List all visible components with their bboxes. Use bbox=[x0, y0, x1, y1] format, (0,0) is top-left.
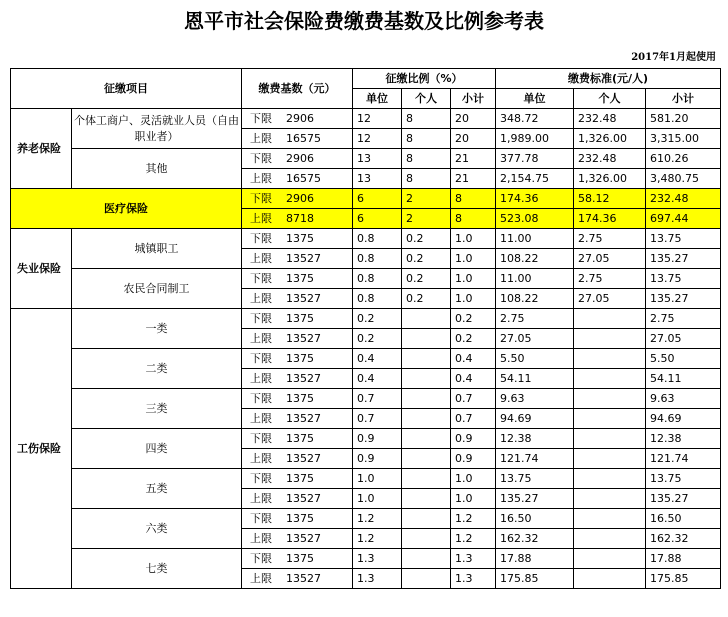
standard-subtotal-cell: 13.75 bbox=[646, 469, 721, 489]
base-cell bbox=[242, 489, 353, 509]
standard-personal-cell bbox=[574, 369, 646, 389]
ratio-subtotal-cell: 1.3 bbox=[451, 569, 496, 589]
ratio-unit-cell: 0.7 bbox=[353, 409, 402, 429]
standard-personal-cell bbox=[574, 449, 646, 469]
base-cell bbox=[242, 509, 353, 529]
standard-subtotal-cell: 13.75 bbox=[646, 269, 721, 289]
ratio-subtotal-cell: 21 bbox=[451, 149, 496, 169]
base-amount: 16575 bbox=[286, 171, 321, 185]
standard-unit-cell: 135.27 bbox=[496, 489, 574, 509]
page-title: 恩平市社会保险费缴费基数及比例参考表 bbox=[184, 9, 544, 33]
standard-subtotal-cell: 232.48 bbox=[646, 189, 721, 209]
standard-subtotal-cell: 135.27 bbox=[646, 289, 721, 309]
standard-subtotal-cell: 2.75 bbox=[646, 309, 721, 329]
ratio-subtotal-cell: 0.9 bbox=[451, 449, 496, 469]
standard-unit-cell: 348.72 bbox=[496, 109, 574, 129]
standard-subtotal-cell: 697.44 bbox=[646, 209, 721, 229]
base-amount: 1375 bbox=[286, 351, 314, 365]
ratio-unit-cell: 0.9 bbox=[353, 449, 402, 469]
base-amount: 13527 bbox=[286, 331, 321, 345]
ratio-subtotal-cell: 0.7 bbox=[451, 409, 496, 429]
ratio-subtotal-cell: 0.4 bbox=[451, 369, 496, 389]
standard-subtotal-cell: 13.75 bbox=[646, 229, 721, 249]
header-item: 征缴项目 bbox=[11, 69, 242, 109]
header-standard-unit: 单位 bbox=[496, 89, 574, 109]
ratio-subtotal-cell: 0.7 bbox=[451, 389, 496, 409]
ratio-personal-cell: 8 bbox=[402, 169, 451, 189]
ratio-personal-cell bbox=[402, 309, 451, 329]
header-standard-personal: 个人 bbox=[574, 89, 646, 109]
table-row bbox=[11, 549, 721, 569]
standard-subtotal-cell: 54.11 bbox=[646, 369, 721, 389]
ratio-unit-cell: 0.4 bbox=[353, 369, 402, 389]
ratio-personal-cell bbox=[402, 449, 451, 469]
ratio-unit-cell: 6 bbox=[353, 189, 402, 209]
standard-subtotal-cell: 121.74 bbox=[646, 449, 721, 469]
limit-label: 上限 bbox=[250, 411, 272, 425]
base-amount: 16575 bbox=[286, 131, 321, 145]
ratio-unit-cell: 12 bbox=[353, 109, 402, 129]
limit-label: 下限 bbox=[250, 351, 272, 365]
ratio-personal-cell bbox=[402, 409, 451, 429]
ratio-subtotal-cell: 0.2 bbox=[451, 329, 496, 349]
base-amount: 2906 bbox=[286, 111, 314, 125]
table-row bbox=[11, 109, 721, 129]
ratio-unit-cell: 1.0 bbox=[353, 489, 402, 509]
ratio-personal-cell: 0.2 bbox=[402, 249, 451, 269]
ratio-personal-cell bbox=[402, 389, 451, 409]
standard-subtotal-cell: 3,315.00 bbox=[646, 129, 721, 149]
base-cell bbox=[242, 189, 353, 209]
ratio-personal-cell bbox=[402, 329, 451, 349]
ratio-subtotal-cell: 21 bbox=[451, 169, 496, 189]
ratio-subtotal-cell: 1.0 bbox=[451, 489, 496, 509]
ratio-subtotal-cell: 20 bbox=[451, 129, 496, 149]
standard-personal-cell bbox=[574, 509, 646, 529]
standard-unit-cell: 94.69 bbox=[496, 409, 574, 429]
standard-personal-cell: 232.48 bbox=[574, 109, 646, 129]
limit-label: 下限 bbox=[250, 311, 272, 325]
limit-label: 下限 bbox=[250, 271, 272, 285]
standard-subtotal-cell: 610.26 bbox=[646, 149, 721, 169]
base-cell bbox=[242, 369, 353, 389]
standard-personal-cell: 174.36 bbox=[574, 209, 646, 229]
standard-unit-cell: 11.00 bbox=[496, 269, 574, 289]
standard-subtotal-cell: 17.88 bbox=[646, 549, 721, 569]
sub-category: 五类 bbox=[72, 469, 242, 509]
limit-label: 下限 bbox=[250, 551, 272, 565]
limit-label: 上限 bbox=[250, 131, 272, 145]
ratio-subtotal-cell: 1.0 bbox=[451, 249, 496, 269]
standard-unit-cell: 27.05 bbox=[496, 329, 574, 349]
standard-unit-cell: 11.00 bbox=[496, 229, 574, 249]
ratio-unit-cell: 1.2 bbox=[353, 529, 402, 549]
standard-unit-cell: 108.22 bbox=[496, 289, 574, 309]
limit-label: 下限 bbox=[250, 111, 272, 125]
standard-personal-cell: 2.75 bbox=[574, 229, 646, 249]
standard-personal-cell: 58.12 bbox=[574, 189, 646, 209]
base-cell bbox=[242, 269, 353, 289]
base-amount: 2906 bbox=[286, 191, 314, 205]
standard-subtotal-cell: 175.85 bbox=[646, 569, 721, 589]
standard-unit-cell: 174.36 bbox=[496, 189, 574, 209]
base-cell bbox=[242, 149, 353, 169]
standard-subtotal-cell: 135.27 bbox=[646, 249, 721, 269]
standard-unit-cell: 108.22 bbox=[496, 249, 574, 269]
ratio-unit-cell: 0.8 bbox=[353, 249, 402, 269]
ratio-subtotal-cell: 0.4 bbox=[451, 349, 496, 369]
ratio-unit-cell: 0.8 bbox=[353, 229, 402, 249]
standard-unit-cell: 13.75 bbox=[496, 469, 574, 489]
ratio-personal-cell: 2 bbox=[402, 189, 451, 209]
sub-category: 三类 bbox=[72, 389, 242, 429]
ratio-unit-cell: 13 bbox=[353, 149, 402, 169]
effective-date: 2017年1月起使用 bbox=[631, 52, 716, 63]
table-row bbox=[11, 429, 721, 449]
limit-label: 下限 bbox=[250, 471, 272, 485]
standard-subtotal-cell: 162.32 bbox=[646, 529, 721, 549]
standard-personal-cell: 2.75 bbox=[574, 269, 646, 289]
standard-personal-cell: 232.48 bbox=[574, 149, 646, 169]
sub-category: 一类 bbox=[72, 309, 242, 349]
ratio-unit-cell: 6 bbox=[353, 209, 402, 229]
limit-label: 上限 bbox=[250, 451, 272, 465]
standard-personal-cell: 1,326.00 bbox=[574, 129, 646, 149]
limit-label: 上限 bbox=[250, 571, 272, 585]
table-row bbox=[11, 389, 721, 409]
limit-label: 上限 bbox=[250, 331, 272, 345]
ratio-subtotal-cell: 1.2 bbox=[451, 509, 496, 529]
standard-subtotal-cell: 27.05 bbox=[646, 329, 721, 349]
header-row-1 bbox=[11, 69, 721, 89]
sub-category: 四类 bbox=[72, 429, 242, 469]
pension-name: 养老保险 bbox=[11, 109, 72, 189]
table-row bbox=[11, 309, 721, 329]
table-row bbox=[11, 149, 721, 169]
limit-label: 下限 bbox=[250, 191, 272, 205]
standard-subtotal-cell: 581.20 bbox=[646, 109, 721, 129]
sub-category: 二类 bbox=[72, 349, 242, 389]
base-amount: 8718 bbox=[286, 211, 314, 225]
base-cell bbox=[242, 409, 353, 429]
ratio-personal-cell bbox=[402, 529, 451, 549]
base-amount: 1375 bbox=[286, 271, 314, 285]
table-body bbox=[11, 109, 721, 589]
standard-unit-cell: 16.50 bbox=[496, 509, 574, 529]
ratio-personal-cell bbox=[402, 569, 451, 589]
standard-unit-cell: 2,154.75 bbox=[496, 169, 574, 189]
base-amount: 2906 bbox=[286, 151, 314, 165]
base-cell bbox=[242, 169, 353, 189]
limit-label: 上限 bbox=[250, 491, 272, 505]
ratio-unit-cell: 0.4 bbox=[353, 349, 402, 369]
ratio-subtotal-cell: 1.3 bbox=[451, 549, 496, 569]
ratio-personal-cell: 2 bbox=[402, 209, 451, 229]
base-cell bbox=[242, 329, 353, 349]
ratio-unit-cell: 1.3 bbox=[353, 549, 402, 569]
limit-label: 下限 bbox=[250, 391, 272, 405]
ratio-personal-cell bbox=[402, 369, 451, 389]
header-ratio-personal: 个人 bbox=[402, 89, 451, 109]
base-amount: 1375 bbox=[286, 231, 314, 245]
base-cell bbox=[242, 569, 353, 589]
table-row bbox=[11, 349, 721, 369]
base-amount: 13527 bbox=[286, 491, 321, 505]
limit-label: 上限 bbox=[250, 291, 272, 305]
ratio-personal-cell bbox=[402, 469, 451, 489]
standard-unit-cell: 162.32 bbox=[496, 529, 574, 549]
standard-unit-cell: 1,989.00 bbox=[496, 129, 574, 149]
ratio-personal-cell: 8 bbox=[402, 149, 451, 169]
ratio-personal-cell: 0.2 bbox=[402, 269, 451, 289]
ratio-unit-cell: 0.9 bbox=[353, 429, 402, 449]
standard-personal-cell bbox=[574, 329, 646, 349]
ratio-subtotal-cell: 1.0 bbox=[451, 469, 496, 489]
standard-subtotal-cell: 135.27 bbox=[646, 489, 721, 509]
header-base: 缴费基数（元） bbox=[242, 69, 353, 109]
header-ratio-group: 征缴比例（%） bbox=[353, 69, 496, 89]
standard-subtotal-cell: 5.50 bbox=[646, 349, 721, 369]
ratio-subtotal-cell: 0.2 bbox=[451, 309, 496, 329]
base-cell bbox=[242, 529, 353, 549]
limit-label: 上限 bbox=[250, 251, 272, 265]
limit-label: 下限 bbox=[250, 431, 272, 445]
contribution-table bbox=[10, 68, 721, 589]
ratio-subtotal-cell: 20 bbox=[451, 109, 496, 129]
injury-name: 工伤保险 bbox=[11, 309, 72, 589]
unemployment-name: 失业保险 bbox=[11, 229, 72, 309]
limit-label: 下限 bbox=[250, 151, 272, 165]
standard-unit-cell: 9.63 bbox=[496, 389, 574, 409]
ratio-unit-cell: 0.8 bbox=[353, 289, 402, 309]
base-cell bbox=[242, 309, 353, 329]
base-cell bbox=[242, 349, 353, 369]
standard-unit-cell: 12.38 bbox=[496, 429, 574, 449]
standard-personal-cell bbox=[574, 429, 646, 449]
standard-subtotal-cell: 12.38 bbox=[646, 429, 721, 449]
standard-personal-cell bbox=[574, 489, 646, 509]
base-cell bbox=[242, 449, 353, 469]
standard-subtotal-cell: 94.69 bbox=[646, 409, 721, 429]
ratio-unit-cell: 0.8 bbox=[353, 269, 402, 289]
standard-personal-cell bbox=[574, 349, 646, 369]
standard-personal-cell bbox=[574, 469, 646, 489]
standard-unit-cell: 2.75 bbox=[496, 309, 574, 329]
limit-label: 上限 bbox=[250, 211, 272, 225]
base-cell bbox=[242, 389, 353, 409]
sub-category: 个体工商户、灵活就业人员（自由职业者） bbox=[72, 109, 242, 149]
standard-personal-cell: 27.05 bbox=[574, 289, 646, 309]
standard-unit-cell: 523.08 bbox=[496, 209, 574, 229]
standard-subtotal-cell: 9.63 bbox=[646, 389, 721, 409]
ratio-personal-cell bbox=[402, 549, 451, 569]
base-amount: 13527 bbox=[286, 571, 321, 585]
base-amount: 13527 bbox=[286, 531, 321, 545]
ratio-unit-cell: 13 bbox=[353, 169, 402, 189]
base-amount: 1375 bbox=[286, 391, 314, 405]
ratio-personal-cell: 0.2 bbox=[402, 289, 451, 309]
ratio-unit-cell: 1.2 bbox=[353, 509, 402, 529]
base-amount: 1375 bbox=[286, 551, 314, 565]
ratio-unit-cell: 0.7 bbox=[353, 389, 402, 409]
header-ratio-subtotal: 小计 bbox=[451, 89, 496, 109]
ratio-subtotal-cell: 1.0 bbox=[451, 269, 496, 289]
standard-personal-cell bbox=[574, 389, 646, 409]
standard-personal-cell bbox=[574, 309, 646, 329]
ratio-unit-cell: 1.3 bbox=[353, 569, 402, 589]
standard-personal-cell bbox=[574, 409, 646, 429]
base-cell bbox=[242, 209, 353, 229]
base-amount: 13527 bbox=[286, 371, 321, 385]
base-cell bbox=[242, 549, 353, 569]
standard-unit-cell: 54.11 bbox=[496, 369, 574, 389]
ratio-subtotal-cell: 1.0 bbox=[451, 289, 496, 309]
header-standard-subtotal: 小计 bbox=[646, 89, 721, 109]
ratio-subtotal-cell: 0.9 bbox=[451, 429, 496, 449]
ratio-unit-cell: 1.0 bbox=[353, 469, 402, 489]
ratio-personal-cell bbox=[402, 489, 451, 509]
ratio-subtotal-cell: 8 bbox=[451, 189, 496, 209]
ratio-unit-cell: 0.2 bbox=[353, 309, 402, 329]
table-row bbox=[11, 469, 721, 489]
standard-personal-cell bbox=[574, 549, 646, 569]
standard-personal-cell bbox=[574, 529, 646, 549]
sub-category: 城镇职工 bbox=[72, 229, 242, 269]
limit-label: 上限 bbox=[250, 171, 272, 185]
base-amount: 1375 bbox=[286, 471, 314, 485]
base-amount: 13527 bbox=[286, 411, 321, 425]
sub-category: 六类 bbox=[72, 509, 242, 549]
ratio-subtotal-cell: 1.2 bbox=[451, 529, 496, 549]
table-row bbox=[11, 509, 721, 529]
standard-personal-cell: 27.05 bbox=[574, 249, 646, 269]
limit-label: 下限 bbox=[250, 231, 272, 245]
sub-category: 农民合同制工 bbox=[72, 269, 242, 309]
standard-unit-cell: 5.50 bbox=[496, 349, 574, 369]
table-row bbox=[11, 269, 721, 289]
ratio-personal-cell: 0.2 bbox=[402, 229, 451, 249]
ratio-personal-cell: 8 bbox=[402, 129, 451, 149]
ratio-unit-cell: 12 bbox=[353, 129, 402, 149]
base-amount: 13527 bbox=[286, 451, 321, 465]
base-cell bbox=[242, 469, 353, 489]
standard-unit-cell: 377.78 bbox=[496, 149, 574, 169]
ratio-subtotal-cell: 1.0 bbox=[451, 229, 496, 249]
standard-subtotal-cell: 3,480.75 bbox=[646, 169, 721, 189]
sub-category: 其他 bbox=[72, 149, 242, 189]
base-amount: 13527 bbox=[286, 291, 321, 305]
standard-unit-cell: 121.74 bbox=[496, 449, 574, 469]
medical-name: 医疗保险 bbox=[11, 189, 242, 229]
limit-label: 下限 bbox=[250, 511, 272, 525]
ratio-subtotal-cell: 8 bbox=[451, 209, 496, 229]
standard-personal-cell bbox=[574, 569, 646, 589]
base-amount: 1375 bbox=[286, 511, 314, 525]
standard-personal-cell: 1,326.00 bbox=[574, 169, 646, 189]
base-cell bbox=[242, 249, 353, 269]
ratio-personal-cell: 8 bbox=[402, 109, 451, 129]
ratio-unit-cell: 0.2 bbox=[353, 329, 402, 349]
sub-category: 七类 bbox=[72, 549, 242, 589]
base-cell bbox=[242, 229, 353, 249]
base-cell bbox=[242, 289, 353, 309]
base-amount: 1375 bbox=[286, 311, 314, 325]
ratio-personal-cell bbox=[402, 349, 451, 369]
base-cell bbox=[242, 429, 353, 449]
base-cell bbox=[242, 109, 353, 129]
table-row bbox=[11, 229, 721, 249]
limit-label: 上限 bbox=[250, 371, 272, 385]
base-amount: 1375 bbox=[286, 431, 314, 445]
base-amount: 13527 bbox=[286, 251, 321, 265]
standard-subtotal-cell: 16.50 bbox=[646, 509, 721, 529]
header-ratio-unit: 单位 bbox=[353, 89, 402, 109]
table-row bbox=[11, 189, 721, 209]
limit-label: 上限 bbox=[250, 531, 272, 545]
standard-unit-cell: 175.85 bbox=[496, 569, 574, 589]
base-cell bbox=[242, 129, 353, 149]
ratio-personal-cell bbox=[402, 429, 451, 449]
header-standard-group: 缴费标准(元/人) bbox=[496, 69, 721, 89]
ratio-personal-cell bbox=[402, 509, 451, 529]
standard-unit-cell: 17.88 bbox=[496, 549, 574, 569]
